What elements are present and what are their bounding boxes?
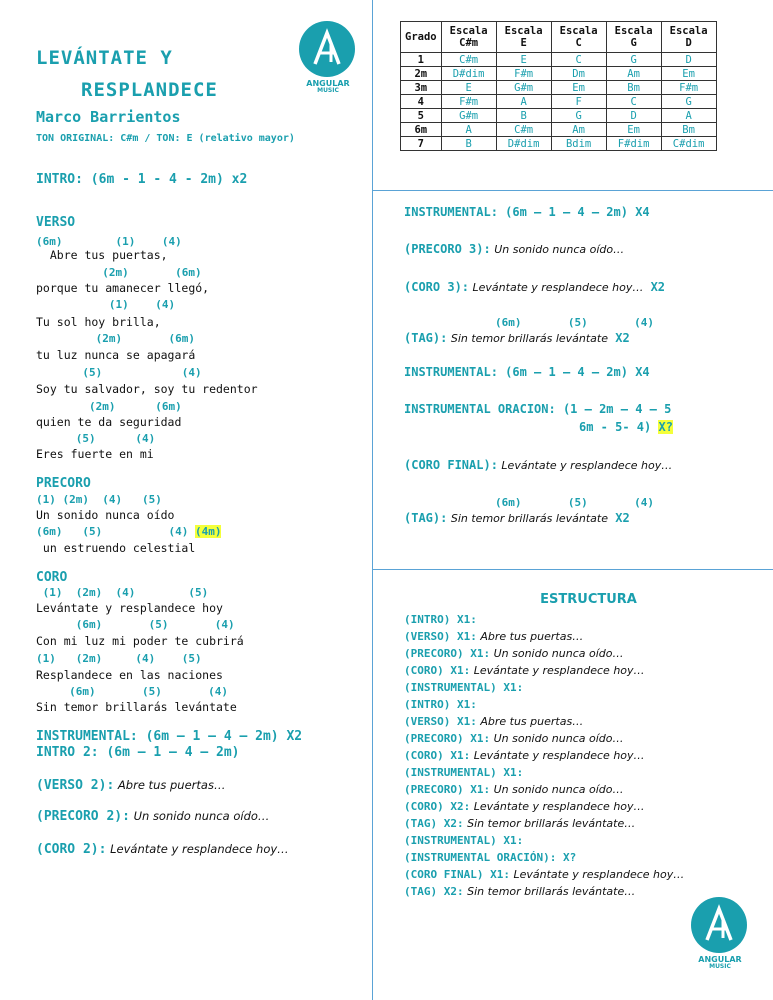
precoro2-label: (PRECORO 2): <box>36 809 130 824</box>
lyric-line: Abre tus puertas, <box>36 248 168 262</box>
coro-final-text: Levántate y resplandece hoy… <box>497 459 673 472</box>
chord-cell: C <box>551 53 606 67</box>
grade-cell: 2m <box>401 67 442 81</box>
estructura-label: (TAG) X2: <box>404 817 464 830</box>
chord-line: (1) (2m) (4) (5) <box>36 586 209 599</box>
estructura-text: Abre tus puertas… <box>476 715 584 728</box>
tag-chord-line: (6m) (5) (4) <box>495 496 654 509</box>
chord-cell: B <box>441 137 496 151</box>
instrumental-line: INSTRUMENTAL: (6m – 1 – 4 – 2m) X4 <box>404 205 650 219</box>
chord-line: (6m) (1) (4) <box>36 235 182 248</box>
chord-cell: G <box>661 95 716 109</box>
angular-music-logo <box>298 20 358 94</box>
grade-cell: 6m <box>401 123 442 137</box>
tag-line <box>404 331 630 345</box>
table-header <box>401 22 442 53</box>
estructura-text: Un sonido nunca oído… <box>490 732 624 745</box>
chord-cell: F#dim <box>606 137 661 151</box>
chord-cell: D#dim <box>496 137 551 151</box>
table-row <box>401 67 717 81</box>
estructura-text: Un sonido nunca oído… <box>490 647 624 660</box>
estructura-label: (VERSO) X1: <box>404 630 477 643</box>
estructura-label: (INSTRUMENTAL) X1: <box>404 766 524 779</box>
right-divider-top <box>372 190 773 191</box>
chord-cell: F#m <box>661 81 716 95</box>
chord-cell: B <box>496 109 551 123</box>
verso2-line <box>36 778 225 793</box>
estructura-text: Levántate y resplandece hoy… <box>509 868 685 881</box>
precoro2-text: Un sonido nunca oído… <box>129 809 270 823</box>
grade-cell: 7 <box>401 137 442 151</box>
verso2-label: (VERSO 2): <box>36 778 115 793</box>
chord-cell: D <box>606 109 661 123</box>
lyric-line: quien te da seguridad <box>36 415 182 429</box>
chord-line: (1) (4) <box>36 298 176 311</box>
chord-cell: G#m <box>441 109 496 123</box>
song-title-line2: RESPLANDECE <box>81 79 218 101</box>
estructura-text: Levántate y resplandece hoy… <box>470 800 645 813</box>
header-text: Escala <box>559 25 598 37</box>
chord-line: (2m) (6m) <box>36 266 202 279</box>
chord-cell: C#m <box>496 123 551 137</box>
chord-cell: E <box>496 53 551 67</box>
grade-cell: 3m <box>401 81 442 95</box>
estructura-label: (INSTRUMENTAL) X1: <box>404 834 524 847</box>
estructura-item <box>404 783 624 796</box>
estructura-label: (CORO) X1: <box>404 749 471 762</box>
chord-cell: A <box>441 123 496 137</box>
angular-logo-icon <box>690 896 748 954</box>
column-divider <box>372 0 373 1000</box>
key-info: TON ORIGINAL: C#m / TON: E (relativo mayor) <box>36 133 295 144</box>
angular-music-logo-bottom <box>690 896 750 970</box>
estructura-text: Un sonido nunca oído… <box>490 783 624 796</box>
chord-cell: F#m <box>441 95 496 109</box>
chord-cell: Dm <box>551 67 606 81</box>
chord-cell: Em <box>606 123 661 137</box>
header-key: G <box>630 37 637 49</box>
estructura-text: Abre tus puertas… <box>476 630 584 643</box>
scale-table <box>400 21 717 151</box>
chord-cell: G <box>606 53 661 67</box>
chord-line: (1) (2m) (4) (5) <box>36 652 202 665</box>
estructura-label: (INTRO) X1: <box>404 613 477 626</box>
header-text: Escala <box>504 25 543 37</box>
header-key: C#m <box>459 37 479 49</box>
chord-line: (6m) (5) (4) <box>36 618 235 631</box>
tag-label: (TAG): <box>404 511 448 525</box>
estructura-label: (INTRO) X1: <box>404 698 477 711</box>
lyric-line: Soy tu salvador, soy tu redentor <box>36 382 258 396</box>
estructura-text: Sin temor brillarás levántate… <box>463 817 636 830</box>
grade-cell: 1 <box>401 53 442 67</box>
estructura-text: Levántate y resplandece hoy… <box>470 749 645 762</box>
estructura-label: (CORO) X1: <box>404 664 471 677</box>
lyric-line: porque tu amanecer llegó, <box>36 281 210 295</box>
estructura-item <box>404 851 576 864</box>
chord-cell: A <box>661 109 716 123</box>
coro3-label: (CORO 3): <box>404 280 470 294</box>
table-row <box>401 95 717 109</box>
chord-cell: Am <box>606 67 661 81</box>
estructura-item <box>404 715 583 728</box>
precoro3-label: (PRECORO 3): <box>404 242 491 256</box>
estructura-label: (INSTRUMENTAL) X1: <box>404 681 524 694</box>
coro3-repeat: X2 <box>643 280 666 294</box>
chord-cell: F#m <box>496 67 551 81</box>
estructura-label: (PRECORO) X1: <box>404 783 491 796</box>
estructura-item <box>404 613 477 626</box>
estructura-item <box>404 800 645 813</box>
chord-cell: D <box>661 53 716 67</box>
header-text: Grado <box>405 31 437 43</box>
estructura-item <box>404 817 635 830</box>
lyric-line: Con mi luz mi poder te cubrirá <box>36 634 244 648</box>
chord-cell: Em <box>661 67 716 81</box>
tag-repeat: X2 <box>608 331 630 345</box>
chord-line: (1) (2m) (4) (5) <box>36 493 162 506</box>
table-row <box>401 137 717 151</box>
lyric-line: un estruendo celestial <box>36 541 196 555</box>
chord-cell: C <box>606 95 661 109</box>
estructura-item <box>404 647 624 660</box>
instrumental-line: INSTRUMENTAL: (6m – 1 – 4 – 2m) X2 <box>36 729 303 744</box>
precoro-label: PRECORO <box>36 476 91 491</box>
right-divider-bottom <box>372 569 773 570</box>
lyric-line: Levántate y resplandece hoy <box>36 601 223 615</box>
chord-cell: E <box>441 81 496 95</box>
header-key: D <box>685 37 692 49</box>
table-row <box>401 123 717 137</box>
author-name: Marco Barrientos <box>36 108 181 126</box>
lyric-line: Tu sol hoy brilla, <box>36 315 161 329</box>
chord-text: (6m) (5) (4) <box>36 525 195 538</box>
intro-line: INTRO: (6m - 1 - 4 - 2m) x2 <box>36 172 248 187</box>
chord-line: (5) (4) <box>36 366 202 379</box>
chord-cell: G#m <box>496 81 551 95</box>
header-text: Escala <box>669 25 708 37</box>
estructura-label: (INSTRUMENTAL ORACIÓN): X? <box>404 851 577 864</box>
intro2-line: INTRO 2: (6m – 1 – 4 – 2m) <box>36 745 240 760</box>
tag-label: (TAG): <box>404 331 448 345</box>
estructura-label: (CORO FINAL) X1: <box>404 868 510 881</box>
precoro3-line <box>404 242 624 256</box>
chord-cell: F <box>551 95 606 109</box>
lyric-line: Sin temor brillarás levántate <box>36 700 237 714</box>
table-row <box>401 81 717 95</box>
estructura-item <box>404 681 523 694</box>
chord-cell: A <box>496 95 551 109</box>
chord-line: (2m) (6m) <box>36 400 182 413</box>
header-text: Escala <box>614 25 653 37</box>
chord-cell: C#dim <box>661 137 716 151</box>
estructura-item <box>404 732 624 745</box>
estructura-label: (CORO) X2: <box>404 800 471 813</box>
highlighted-chord: (4m) <box>194 525 222 538</box>
verso2-text: Abre tus puertas… <box>114 778 226 792</box>
coro2-label: (CORO 2): <box>36 842 107 857</box>
table-header <box>606 22 661 53</box>
chord-cell: Am <box>551 123 606 137</box>
coro-final-line <box>404 458 672 472</box>
chord-cell: Bdim <box>551 137 606 151</box>
tag-repeat: X2 <box>608 511 630 525</box>
estructura-item <box>404 664 645 677</box>
lyric-line: Resplandece en las naciones <box>36 668 223 682</box>
chord-cell: G <box>551 109 606 123</box>
tag-chord-line: (6m) (5) (4) <box>495 316 654 329</box>
estructura-item <box>404 885 635 898</box>
chord-line <box>36 525 221 538</box>
table-header <box>551 22 606 53</box>
logo-sub: MUSIC <box>317 87 339 94</box>
coro-label: CORO <box>36 570 68 585</box>
estructura-text: Sin temor brillarás levántate… <box>463 885 636 898</box>
tag-text: Sin temor brillarás levántate <box>447 332 608 345</box>
logo-sub: MUSIC <box>709 963 731 970</box>
precoro2-line <box>36 809 269 824</box>
estructura-item <box>404 766 523 779</box>
highlighted-repeat: X? <box>658 420 673 434</box>
table-header <box>661 22 716 53</box>
song-title-line1: LEVÁNTATE Y <box>36 47 173 69</box>
table-header-row <box>401 22 717 53</box>
estructura-label: (PRECORO) X1: <box>404 732 491 745</box>
estructura-item <box>404 834 523 847</box>
coro2-text: Levántate y resplandece hoy… <box>106 842 289 856</box>
table-row <box>401 109 717 123</box>
chord-cell: Bm <box>606 81 661 95</box>
estructura-item <box>404 630 583 643</box>
table-header <box>496 22 551 53</box>
coro2-line <box>36 842 289 857</box>
instrumental-line: INSTRUMENTAL: (6m – 1 – 4 – 2m) X4 <box>404 365 650 379</box>
table-header <box>441 22 496 53</box>
verso-label: VERSO <box>36 215 76 230</box>
chord-line: (2m) (6m) <box>36 332 195 345</box>
estructura-item <box>404 698 477 711</box>
lyric-line: Eres fuerte en mi <box>36 447 154 461</box>
coro-final-label: (CORO FINAL): <box>404 458 498 472</box>
header-key: E <box>520 37 527 49</box>
estructura-label: (VERSO) X1: <box>404 715 477 728</box>
chord-line: (6m) (5) (4) <box>36 685 229 698</box>
estructura-item <box>404 868 684 881</box>
angular-logo-icon <box>298 20 356 78</box>
lyric-line: tu luz nunca se apagará <box>36 348 196 362</box>
tag-text: Sin temor brillarás levántate <box>447 512 608 525</box>
chord-cell: D#dim <box>441 67 496 81</box>
chord-cell: C#m <box>441 53 496 67</box>
instrumental-oracion-line1: INSTRUMENTAL ORACION: (1 – 2m – 4 – 5 <box>404 402 672 416</box>
coro3-line <box>404 280 665 294</box>
estructura-title: ESTRUCTURA <box>540 592 637 607</box>
table-row <box>401 53 717 67</box>
logo-brand: ANGULAR <box>306 79 350 88</box>
precoro3-text: Un sonido nunca oído… <box>490 243 625 256</box>
lyric-line: Un sonido nunca oído <box>36 508 175 522</box>
tag-line <box>404 511 630 525</box>
grade-cell: 4 <box>401 95 442 109</box>
estructura-item <box>404 749 645 762</box>
estructura-label: (TAG) X2: <box>404 885 464 898</box>
logo-brand: ANGULAR <box>698 955 742 964</box>
oracion-chords: 6m - 5- 4) <box>579 420 659 434</box>
coro3-text: Levántate y resplandece hoy… <box>469 281 644 294</box>
estructura-label: (PRECORO) X1: <box>404 647 491 660</box>
estructura-text: Levántate y resplandece hoy… <box>470 664 645 677</box>
header-text: Escala <box>449 25 488 37</box>
chord-line: (5) (4) <box>36 432 156 445</box>
instrumental-oracion-line2 <box>579 420 673 434</box>
chord-cell: Em <box>551 81 606 95</box>
chord-cell: Bm <box>661 123 716 137</box>
grade-cell: 5 <box>401 109 442 123</box>
header-key: C <box>575 37 582 49</box>
